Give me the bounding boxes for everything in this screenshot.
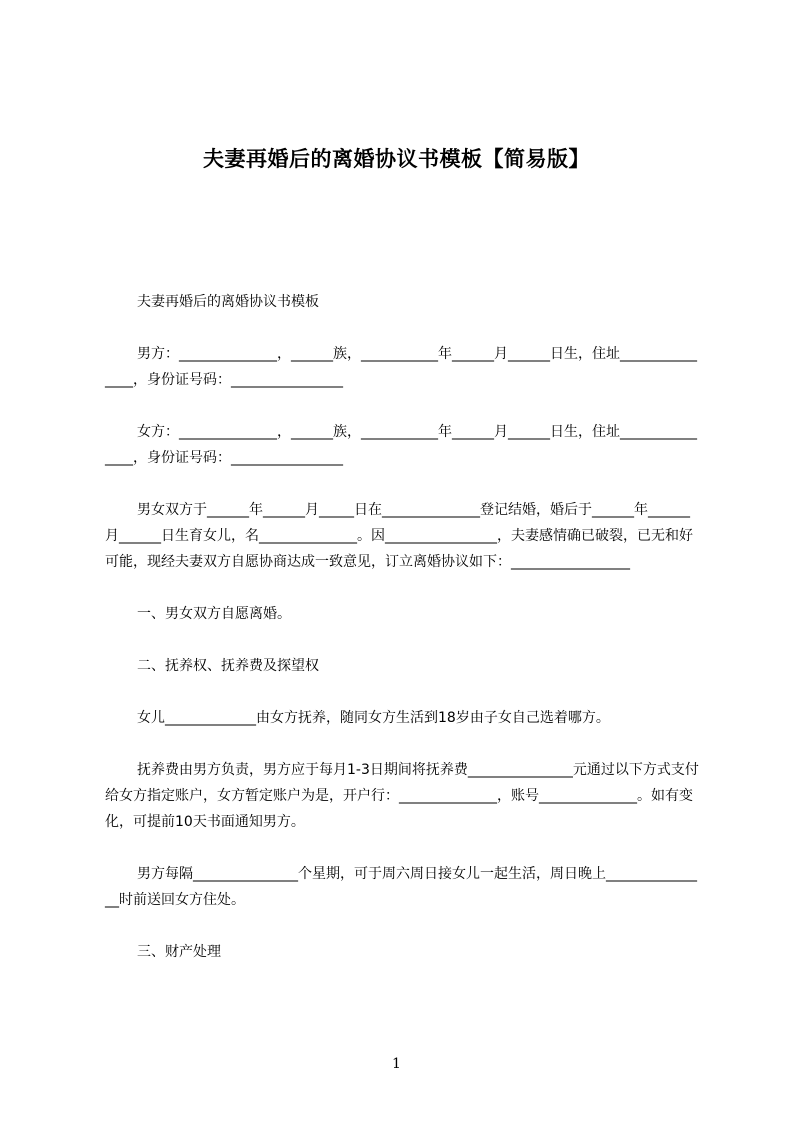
clause-property-heading: 三、财产处理 bbox=[137, 944, 221, 960]
clause-custody-heading: 二、抚养权、抚养费及探望权 bbox=[137, 658, 319, 674]
clause-voluntary-divorce: 一、男女双方自愿离婚。 bbox=[137, 606, 291, 622]
paragraph-female-party: 女方：______________，______族，___________年______月______日生，住址_______________，身份证号码：________________ bbox=[105, 424, 697, 466]
paragraph-daughter-custody: 女儿_____________由女方抚养，随同女方生活到18岁由子女自己选着哪方。 bbox=[137, 710, 610, 726]
paragraph-male-party: 男方：______________，______族，___________年______月______日生，住址_______________，身份证号码：________________ bbox=[105, 346, 697, 388]
paragraph-marriage-info: 男女双方于______年______月_____日在______________登记结婚，婚后于______年______月______日生育女儿，名______________。因________________，夫妻感情确已破裂，已无和好可能，现经夫妻双方自愿协商达成一致意见，订立离婚协议如下：_________________ bbox=[105, 502, 693, 570]
page-number: 1 bbox=[392, 1056, 401, 1072]
document-subtitle: 夫妻再婚后的离婚协议书模板 bbox=[137, 294, 319, 310]
paragraph-child-support: 抚养费由男方负责，男方应于每月1-3日期间将抚养费_______________元通过以下方式支付给女方指定账户，女方暂定账户为是，开户行：______________，账号______________。如有变化，可提前10天书面通知男方。 bbox=[105, 762, 699, 830]
document-body bbox=[105, 289, 701, 965]
document-title: 夫妻再婚后的离婚协议书模板【简易版】 bbox=[203, 147, 590, 171]
paragraph-visitation: 男方每隔_______________个星期，可于周六周日接女儿一起生活，周日晚上_______________时前送回女方住处。 bbox=[105, 866, 697, 908]
